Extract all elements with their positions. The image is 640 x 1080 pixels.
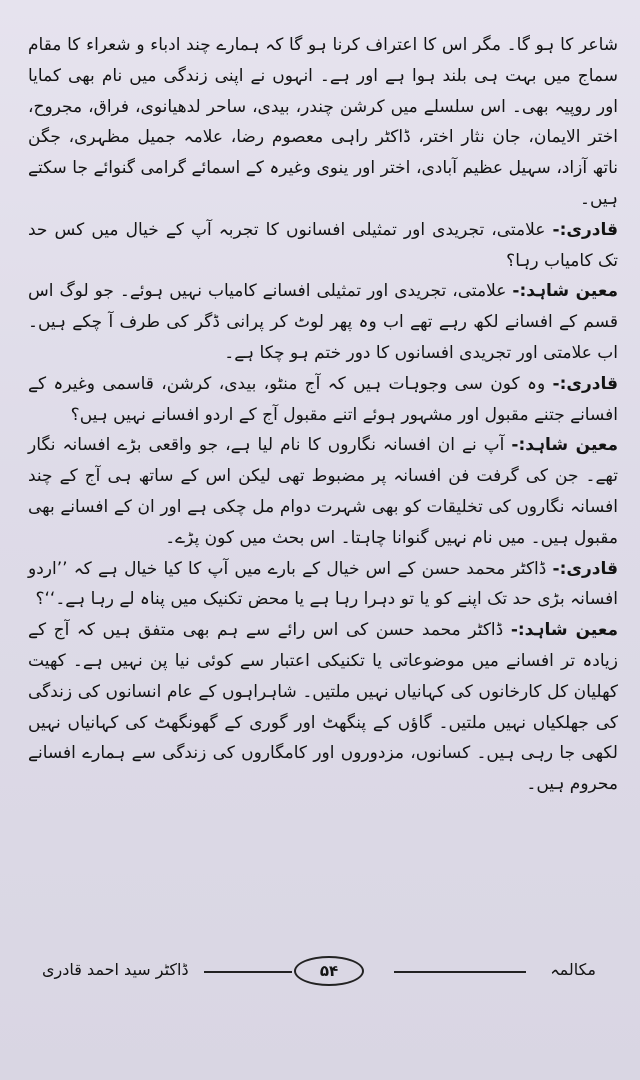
paragraph-text: آپ نے ان افسانہ نگاروں کا نام لیا ہے، جو واقعی بڑے افسانہ نگار تھے۔ جن کی گرفت فن افسانہ پر مضبوط تھی لیکن اس کے ساتھ ہی آج کے چند افسانہ نگاروں کی تخلیقات کو بھی شہرت دوام مل چکی ہے اور ان کے افسانے بھی مقبول ہیں۔ میں نام نہیں گنوانا چاہتا۔ اس بحث میں کون پڑے۔ [28,435,618,548]
paragraph-text: علامتی، تجریدی اور تمثیلی افسانے کامیاب نہیں ہوئے۔ جو لوگ اس قسم کے افسانے لکھ رہے تھے اب وہ پھر لوٹ کر پرانی ڈگر کی طرف آ چکے ہیں۔ اب علامتی اور تجریدی افسانوں کا دور ختم ہو چکا ہے۔ [28,281,618,363]
speaker-label: معین شاہد:- [511,435,619,456]
page-number: ۵۴ [294,956,364,986]
footer-rule-left [204,971,292,973]
paragraph-1 [28,30,618,215]
paragraph-text: ڈاکٹر محمد حسن کے اس خیال کے بارے میں آپ کا کیا خیال ہے کہ ’’اردو افسانہ بڑی حد تک اپنے کو یا تو دہرا رہا ہے یا محض تکنیک میں پناہ لے رہا ہے۔‘‘؟ [28,558,618,610]
page-body [28,30,618,800]
page-footer [36,954,604,990]
paragraph-text: ڈاکٹر محمد حسن کی اس رائے سے ہم بھی متفق ہیں کہ آج کے زیادہ تر افسانے میں موضوعاتی یا تکنیکی اعتبار سے کوئی نیا پن نہیں ہے۔ کھیت کھلیان کل کارخانوں کی کہانیاں نہیں ملتیں۔ شاہراہوں کے عام انسانوں کی زندگی کی جھلکیاں نہیں ملتیں۔ گاؤں کے پنگھٹ اور گوری کے گھونگھٹ کی کہانیاں نہیں لکھی جا رہی ہیں۔ کسانوں، مزدوروں اور کامگاروں کی زندگی سے ہمارے افسانے محروم ہیں۔ [28,620,618,795]
paragraph-4 [28,369,618,431]
paragraph-7 [28,615,618,800]
paragraph-3 [28,276,618,368]
footer-rule-right [394,971,526,973]
speaker-label: قادری:- [552,373,618,394]
paragraph-text: علامتی، تجریدی اور تمثیلی افسانوں کا تجربہ آپ کے خیال میں کس حد تک کامیاب رہا؟ [28,219,618,271]
speaker-label: معین شاہد:- [512,281,618,302]
speaker-label: معین شاہد:- [510,620,618,641]
book-title: مکالمہ [550,960,596,979]
speaker-label: قادری:- [552,219,618,240]
paragraph-6 [28,554,618,616]
speaker-label: قادری:- [552,558,619,579]
paragraph-5 [28,430,618,553]
author-name: ڈاکٹر سید احمد قادری [42,960,189,979]
paragraph-text: وہ کون سی وجوہات ہیں کہ آج منٹو، بیدی، کرشن، قاسمی وغیرہ کے افسانے جتنے مقبول اور مشہور ہوئے اتنے مقبول آج کے اردو افسانے نہیں ہیں؟ [28,373,618,425]
paragraph-text: شاعر کا ہو گا۔ مگر اس کا اعتراف کرنا ہو گا کہ ہمارے چند ادباء و شعراء کا مقام سماج میں بہت ہی بلند ہوا ہے اور ہے۔ انہوں نے اپنی زندگی میں نام بھی کمایا اور روپیہ بھی۔ اس سلسلے میں کرشن چندر، بیدی، ساحر لدھیانوی، فراق، مجروح، اختر الایمان، جان نثار اختر، ڈاکٹر راہی معصوم رضا، علامہ جمیل مظہری، جگن ناتھ آزاد، سہیل عظیم آبادی، اختر اور ینوی وغیرہ کے اسمائے گرامی گنوائے جا سکتے ہیں۔ [28,35,618,209]
paragraph-2 [28,215,618,277]
